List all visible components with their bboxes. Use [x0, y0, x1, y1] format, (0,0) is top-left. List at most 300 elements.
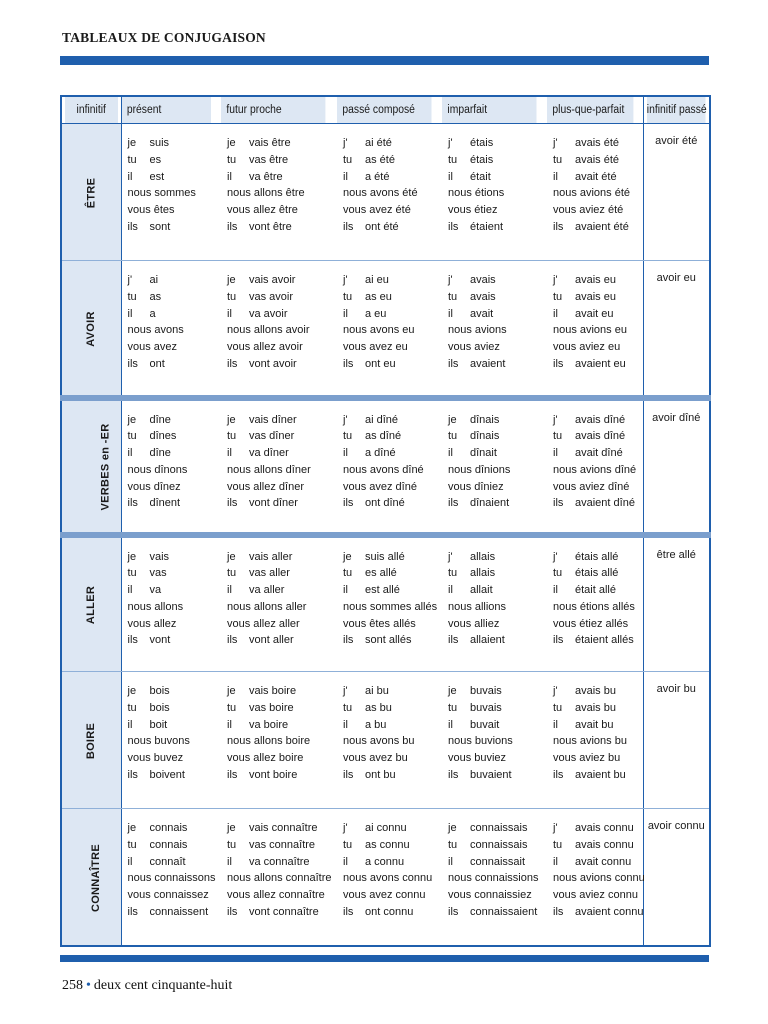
pronoun: je: [127, 550, 137, 563]
pronoun: nous: [127, 872, 152, 885]
verb-form: avait eu: [575, 307, 614, 320]
pronoun: vous: [553, 752, 577, 765]
pronoun: vous: [553, 204, 577, 217]
pronoun: je: [227, 822, 236, 834]
verb-form: a été: [365, 170, 390, 183]
pronoun: ils: [227, 634, 238, 647]
pronoun: tu: [343, 153, 353, 166]
pronoun: ils: [127, 497, 138, 510]
verb-form: avaient dîné: [575, 497, 635, 510]
verb-form: vont connaître: [249, 905, 319, 918]
verb-form: connais: [149, 822, 188, 834]
verb-form: connaissez: [153, 889, 209, 902]
pronoun: nous: [343, 324, 367, 337]
verb-label: BOIRE: [85, 722, 98, 760]
pronoun: tu: [127, 701, 137, 714]
verb-form: connais: [149, 838, 188, 851]
verb-form: avez bu: [369, 752, 408, 765]
conjugation-line: [343, 700, 442, 717]
conjugation-line: [553, 683, 643, 700]
pronoun: vous: [127, 752, 151, 765]
conjugation-line: [448, 904, 547, 921]
verb-form: ont connu: [365, 905, 414, 918]
conjugation-body: [61, 124, 710, 946]
conjugation-line: [128, 412, 222, 429]
conjugation-line: [128, 837, 222, 854]
pronoun: ils: [553, 220, 564, 233]
verb-form: buvaient: [470, 768, 512, 781]
verb-form: étais allé: [575, 567, 619, 580]
conjugation-line: [128, 565, 222, 582]
verb-form: avons: [154, 324, 184, 337]
conjugation-line: [128, 904, 222, 921]
pronoun: il: [553, 307, 558, 320]
pronoun: vous: [343, 204, 367, 217]
verb-form: allons avoir: [253, 324, 310, 337]
verb-form: vas dîner: [249, 430, 295, 443]
tense-cell-futur-proche: [221, 398, 337, 535]
pronoun: tu: [448, 153, 458, 166]
conjugation-line: [343, 733, 442, 750]
pronoun: j': [127, 274, 133, 286]
tense-cell-futur-proche: [221, 124, 337, 261]
pronoun: je: [127, 137, 137, 149]
pronoun: ils: [343, 905, 354, 918]
pronoun: il: [448, 584, 453, 597]
pronoun: vous: [343, 617, 367, 630]
verb-form: avais: [470, 290, 496, 303]
verb-form: avions bu: [579, 735, 627, 748]
conjugation-line: [128, 632, 222, 649]
pronoun: nous: [227, 872, 251, 885]
pronoun: il: [127, 584, 133, 597]
verb-row: [61, 672, 710, 809]
verb-form: étaient allés: [575, 634, 634, 647]
pronoun: ils: [127, 905, 138, 918]
verb-form: avais bu: [575, 685, 616, 697]
verb-form: est: [149, 170, 165, 183]
verb-form: ai été: [365, 137, 392, 149]
verb-form: buvait: [470, 718, 500, 731]
pronoun: vous: [553, 480, 577, 493]
conjugation-line: [227, 820, 337, 837]
verb-form: a connu: [365, 855, 405, 868]
conjugation-table: [60, 95, 711, 947]
pronoun: nous: [227, 600, 251, 613]
pronoun: il: [227, 447, 232, 460]
tense-cell-plus-que-parfait: [547, 535, 643, 672]
conjugation-line: [227, 632, 337, 649]
verb-form: allais: [470, 567, 496, 580]
conjugation-line: [128, 549, 222, 566]
tense-cell-passe-compose: [337, 124, 442, 261]
conjugation-line: [343, 306, 442, 323]
pronoun: je: [448, 685, 457, 697]
verb-form: étiez allés: [579, 617, 629, 630]
conjugation-line: [553, 322, 643, 339]
conjugation-line: [227, 700, 337, 717]
pronoun: ils: [127, 357, 138, 370]
conjugation-line: [448, 289, 547, 306]
conjugation-line: [448, 599, 547, 616]
verb-form: ont été: [365, 220, 399, 233]
verb-form: sont allés: [365, 634, 412, 647]
verb-form: avons eu: [369, 324, 415, 337]
verb-form: ai eu: [365, 274, 389, 286]
pronoun: ils: [448, 497, 459, 510]
verb-form: suis allé: [365, 550, 405, 563]
conjugation-line: [553, 356, 643, 373]
conjugation-line: [128, 462, 222, 479]
verb-form: dînait: [470, 447, 497, 460]
pronoun: tu: [553, 701, 563, 714]
verb-form: avez: [153, 341, 177, 354]
verb-form: vas aller: [249, 567, 290, 580]
pronoun: ils: [553, 768, 564, 781]
verb-form: étaient: [470, 220, 504, 233]
verb-form: alliez: [474, 617, 500, 630]
pronoun: il: [127, 855, 133, 868]
verb-form: vont dîner: [249, 497, 298, 510]
verb-form: allons dîner: [253, 463, 311, 476]
pronoun: il: [127, 447, 133, 460]
verb-form: vais boire: [249, 685, 297, 697]
conjugation-line: [227, 289, 337, 306]
pronoun: ils: [343, 634, 354, 647]
conjugation-line: [448, 202, 547, 219]
conjugation-line: [553, 428, 643, 445]
pronoun: ils: [553, 357, 564, 370]
conjugation-line: [343, 412, 442, 429]
conjugation-line: [448, 135, 547, 152]
pronoun: nous: [127, 600, 152, 613]
col-header-infinitif-passe: infinitif passé: [646, 96, 706, 124]
verb-form: étions: [474, 187, 505, 200]
verb-form: aviez eu: [579, 341, 621, 354]
page-footer: [62, 978, 232, 994]
conjugation-line: [343, 356, 442, 373]
pronoun: vous: [343, 889, 367, 902]
pronoun: tu: [227, 290, 237, 303]
verb-form: avais dîné: [575, 413, 626, 426]
verb-form: avait connu: [575, 855, 632, 868]
verb-form: vas être: [249, 153, 289, 166]
verb-form: avaient connu: [575, 905, 644, 918]
verb-form: dînez: [153, 480, 181, 493]
tense-cell-plus-que-parfait: [547, 809, 643, 946]
verb-form: sommes allés: [369, 600, 438, 613]
infinitif-passe-cell: avoir eu: [643, 261, 710, 398]
pronoun: j': [448, 137, 453, 149]
verb-form: avions eu: [579, 324, 627, 337]
conjugation-line: [448, 767, 547, 784]
verb-form: boit: [149, 718, 168, 731]
verb-label: VERBES en -ER: [99, 423, 112, 511]
verb-form: avions: [474, 324, 507, 337]
verb-form: sommes: [154, 187, 196, 200]
conjugation-line: [553, 185, 643, 202]
conjugation-line: [448, 616, 547, 633]
tense-cell-plus-que-parfait: [547, 398, 643, 535]
conjugation-line: [448, 152, 547, 169]
pronoun: ils: [448, 905, 459, 918]
pronoun: tu: [227, 838, 237, 851]
pronoun: il: [448, 170, 453, 183]
verb-form: bois: [149, 701, 170, 714]
pronoun: nous: [127, 187, 152, 200]
conjugation-line: [227, 854, 337, 871]
verb-form: dînes: [149, 430, 177, 443]
verb-form: étiez: [474, 204, 498, 217]
conjugation-line: [343, 495, 442, 512]
pronoun: tu: [127, 567, 137, 580]
pronoun: vous: [227, 752, 251, 765]
pronoun: ils: [448, 220, 459, 233]
tense-cell-present: [121, 124, 221, 261]
pronoun: nous: [448, 735, 472, 748]
conjugation-line: [553, 289, 643, 306]
pronoun: il: [227, 307, 232, 320]
conjugation-line: [128, 202, 222, 219]
conjugation-line: [553, 599, 643, 616]
verb-form: buvais: [470, 701, 502, 714]
verb-form: aviez dîné: [579, 480, 630, 493]
pronoun: ils: [553, 634, 564, 647]
conjugation-line: [227, 185, 337, 202]
conjugation-line: [128, 272, 222, 289]
verb-form: allons être: [253, 187, 305, 200]
verb-form: allaient: [470, 634, 505, 647]
verb-form: avais bu: [575, 701, 616, 714]
conjugation-line: [343, 717, 442, 734]
conjugation-line: [448, 820, 547, 837]
pronoun: tu: [448, 838, 458, 851]
pronoun: j': [448, 274, 453, 286]
pronoun: tu: [448, 567, 458, 580]
verb-form: connaît: [149, 855, 186, 868]
conjugation-line: [227, 733, 337, 750]
page-title: TABLEAUX DE CONJUGAISON: [62, 30, 266, 45]
verb-form: ont eu: [365, 357, 396, 370]
conjugation-line: [343, 339, 442, 356]
conjugation-line: [343, 683, 442, 700]
pronoun: tu: [343, 430, 353, 443]
verb-form: as été: [365, 153, 395, 166]
conjugation-line: [448, 306, 547, 323]
verb-form: avaient: [470, 357, 506, 370]
verb-form: vont avoir: [249, 357, 297, 370]
verb-form: suis: [149, 137, 170, 149]
conjugation-line: [553, 135, 643, 152]
conjugation-line: [128, 495, 222, 512]
pronoun: nous: [343, 600, 367, 613]
verb-label: ALLER: [85, 586, 98, 625]
col-header-futur-proche: futur proche: [221, 96, 325, 124]
pronoun: je: [227, 550, 236, 563]
conjugation-line: [343, 219, 442, 236]
verb-form: dînent: [149, 497, 181, 510]
conjugation-line: [448, 582, 547, 599]
verb-form: vais être: [249, 137, 291, 149]
conjugation-line: [553, 219, 643, 236]
verb-form: allons boire: [253, 735, 311, 748]
pronoun: ils: [127, 634, 138, 647]
conjugation-line: [227, 202, 337, 219]
conjugation-line: [553, 820, 643, 837]
verb-form: vas boire: [249, 701, 294, 714]
conjugation-line: [343, 272, 442, 289]
pronoun: tu: [343, 290, 353, 303]
pronoun: vous: [343, 480, 367, 493]
verb-label-cell: [61, 672, 121, 809]
conjugation-line: [227, 479, 337, 496]
conjugation-line: [128, 289, 222, 306]
tense-cell-imparfait: [442, 809, 547, 946]
verb-form: allez boire: [253, 752, 304, 765]
verb-label: AVOIR: [85, 310, 98, 347]
pronoun: il: [343, 447, 348, 460]
verb-row: [61, 809, 710, 946]
conjugation-line: [128, 616, 222, 633]
verb-form: allez dîner: [253, 480, 305, 493]
verb-form: allons connaître: [253, 872, 332, 885]
conjugation-line: [227, 339, 337, 356]
bottom-rule: [60, 955, 709, 962]
verb-form: allez: [153, 617, 177, 630]
pronoun: vous: [448, 617, 472, 630]
conjugation-line: [448, 169, 547, 186]
verb-form: avais dîné: [575, 430, 626, 443]
verb-form: étions allés: [579, 600, 635, 613]
verb-form: a bu: [365, 718, 387, 731]
tense-cell-imparfait: [442, 124, 547, 261]
pronoun: j': [343, 137, 348, 149]
verb-label-cell: [61, 535, 121, 672]
verb-row: [61, 535, 710, 672]
conjugation-line: [343, 445, 442, 462]
conjugation-line: [448, 185, 547, 202]
pronoun: nous: [553, 324, 577, 337]
pronoun: il: [448, 855, 453, 868]
verb-form: êtes allés: [369, 617, 416, 630]
conjugation-line: [128, 820, 222, 837]
pronoun: tu: [127, 838, 137, 851]
conjugation-line: [128, 445, 222, 462]
pronoun: tu: [127, 430, 137, 443]
pronoun: ils: [448, 768, 459, 781]
conjugation-line: [343, 202, 442, 219]
conjugation-line: [227, 462, 337, 479]
pronoun: il: [553, 584, 558, 597]
conjugation-line: [343, 870, 442, 887]
pronoun: vous: [553, 617, 577, 630]
verb-form: aviez: [474, 341, 500, 354]
pronoun: il: [227, 718, 232, 731]
footer-bullet: •: [86, 978, 91, 993]
verb-form: ont: [149, 357, 165, 370]
verb-form: allez connaître: [253, 889, 325, 902]
conjugation-line: [553, 870, 643, 887]
conjugation-line: [343, 582, 442, 599]
verb-form: buviez: [474, 752, 507, 765]
tense-cell-passe-compose: [337, 261, 442, 398]
pronoun: nous: [343, 872, 367, 885]
verb-form: va dîner: [249, 447, 289, 460]
infinitif-passe-cell: avoir dîné: [643, 398, 710, 535]
verb-form: allait: [470, 584, 493, 597]
conjugation-line: [227, 887, 337, 904]
tense-cell-imparfait: [442, 398, 547, 535]
verb-form: ai dîné: [365, 413, 399, 426]
pronoun: il: [343, 855, 348, 868]
verb-form: connaissais: [470, 838, 528, 851]
pronoun: ils: [127, 768, 138, 781]
verb-form: as connu: [365, 838, 410, 851]
verb-form: avaient bu: [575, 768, 626, 781]
pronoun: il: [127, 718, 133, 731]
tense-cell-imparfait: [442, 535, 547, 672]
conjugation-line: [553, 887, 643, 904]
verb-form: va être: [249, 170, 283, 183]
verb-form: vas avoir: [249, 290, 294, 303]
pronoun: il: [448, 307, 453, 320]
conjugation-line: [448, 479, 547, 496]
conjugation-line: [227, 837, 337, 854]
tense-cell-passe-compose: [337, 398, 442, 535]
conjugation-line: [343, 750, 442, 767]
pronoun: vous: [448, 752, 472, 765]
verb-form: allons: [154, 600, 184, 613]
pronoun: tu: [553, 153, 563, 166]
verb-form: avais été: [575, 137, 620, 149]
col-header-imparfait: imparfait: [442, 96, 537, 124]
conjugation-line: [448, 870, 547, 887]
verb-form: connaissais: [470, 822, 528, 834]
conjugation-line: [448, 854, 547, 871]
verb-form: ai: [149, 274, 159, 286]
verb-form: dîne: [149, 413, 171, 426]
pronoun: il: [227, 584, 232, 597]
pronoun: tu: [448, 290, 458, 303]
conjugation-line: [343, 135, 442, 152]
pronoun: je: [227, 137, 236, 149]
verb-form: vont: [149, 634, 171, 647]
verb-form: vais: [149, 550, 170, 563]
tense-cell-plus-que-parfait: [547, 261, 643, 398]
verb-form: vais dîner: [249, 413, 297, 426]
verb-form: va: [149, 584, 162, 597]
verb-form: buvais: [470, 685, 502, 697]
verb-form: as dîné: [365, 430, 402, 443]
conjugation-line: [227, 582, 337, 599]
conjugation-line: [227, 565, 337, 582]
conjugation-line: [227, 306, 337, 323]
verb-form: vas: [149, 567, 167, 580]
pronoun: il: [448, 447, 453, 460]
pronoun: je: [227, 274, 236, 286]
verb-form: sont: [149, 220, 171, 233]
pronoun: vous: [448, 889, 472, 902]
conjugation-line: [343, 837, 442, 854]
pronoun: ils: [448, 634, 459, 647]
conjugation-line: [343, 632, 442, 649]
conjugation-line: [227, 549, 337, 566]
conjugation-line: [343, 904, 442, 921]
verb-form: êtes: [153, 204, 175, 217]
pronoun: je: [448, 822, 457, 834]
pronoun: ils: [227, 905, 238, 918]
verb-form: boivent: [149, 768, 185, 781]
